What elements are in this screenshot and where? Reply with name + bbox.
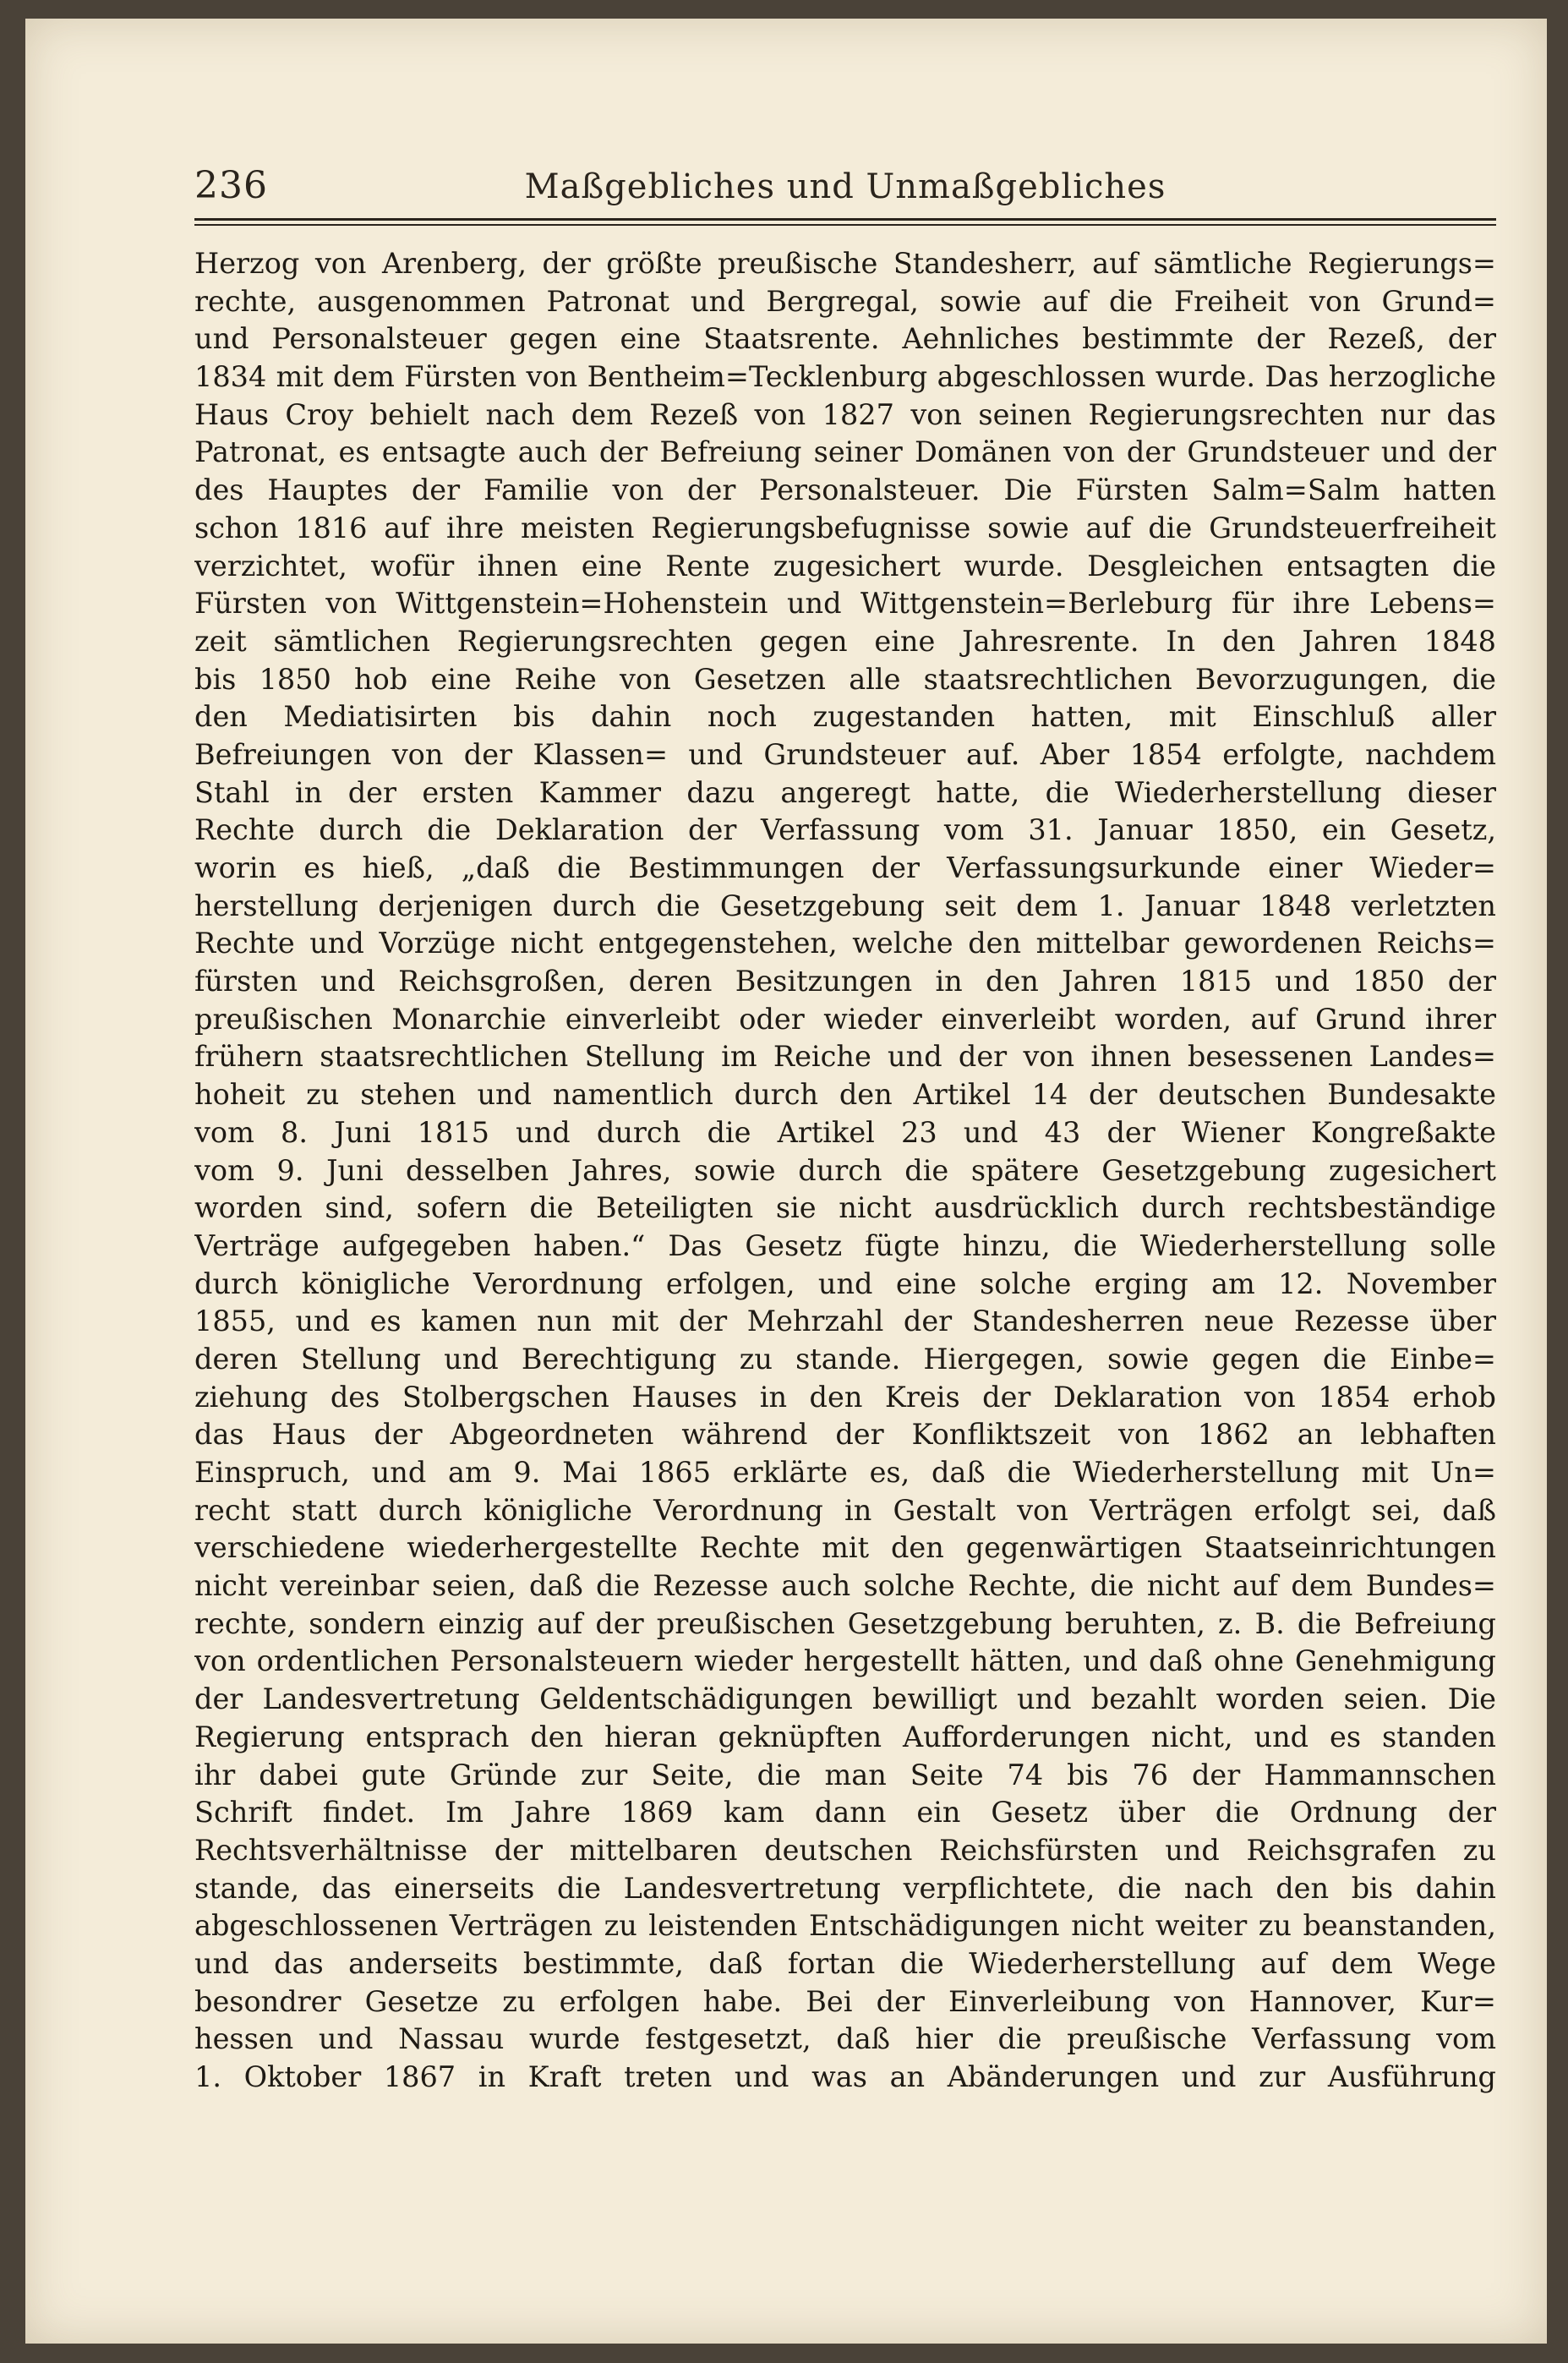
text-line: Rechte durch die Deklaration der Verfassung vom 31. Januar 1850, ein Gesetz, <box>194 813 1496 847</box>
book-page <box>25 19 1547 2344</box>
text-line: hessen und Nassau wurde festgesetzt, daß hier die preußische Verfassung vom <box>194 2022 1496 2056</box>
text-line: Fürsten von Wittgenstein=Hohenstein und Wittgenstein=Berleburg für ihre Lebens= <box>194 587 1496 621</box>
text-line: worin es hieß, „daß die Bestimmungen der Verfassungsurkunde einer Wieder= <box>194 851 1496 884</box>
text-line: schon 1816 auf ihre meisten Regierungsbefugnisse sowie auf die Grundsteuerfreiheit <box>194 511 1496 544</box>
text-line: Regierung entsprach den hieran geknüpften Aufforderungen nicht, und es standen <box>194 1720 1496 1753</box>
header-rule <box>194 218 1496 221</box>
text-line: Stahl in der ersten Kammer dazu angeregt hatte, die Wiederherstellung dieser <box>194 775 1496 809</box>
text-line: recht statt durch königliche Verordnung in Gestalt von Verträgen erfolgt sei, daß <box>194 1493 1496 1527</box>
text-line: der Landesvertretung Geldentschädigungen bewilligt und bezahlt worden seien. Die <box>194 1682 1496 1716</box>
text-line: fürsten und Reichsgroßen, deren Besitzungen in den Jahren 1815 und 1850 der <box>194 965 1496 998</box>
text-line: 1855, und es kamen nun mit der Mehrzahl der Standesherren neue Rezesse über <box>194 1305 1496 1338</box>
text-line: das Haus der Abgeordneten während der Konfliktszeit von 1862 an lebhaften <box>194 1418 1496 1452</box>
text-line: Schrift findet. Im Jahre 1869 kam dann ein Gesetz über die Ordnung der <box>194 1796 1496 1830</box>
running-title: Maßgebliches und Unmaßgebliches <box>524 167 1166 206</box>
text-line: zeit sämtlichen Regierungsrechten gegen eine Jahresrente. In den Jahren 1848 <box>194 624 1496 658</box>
text-line: durch königliche Verordnung erfolgen, und eine solche erging am 12. November <box>194 1266 1496 1300</box>
text-line: und Personalsteuer gegen eine Staatsrente. Aehnliches bestimmte der Rezeß, der <box>194 322 1496 356</box>
text-line: von ordentlichen Personalsteuern wieder hergestellt hätten, und daß ohne Genehmigung <box>194 1644 1496 1678</box>
text-line: deren Stellung und Berechtigung zu stande. Hiergegen, sowie gegen die Einbe= <box>194 1342 1496 1376</box>
text-line: Patronat, es entsagte auch der Befreiung seiner Domänen von der Grundsteuer und der <box>194 435 1496 469</box>
text-line: herstellung derjenigen durch die Gesetzgebung seit dem 1. Januar 1848 verletzten <box>194 889 1496 922</box>
text-line: des Hauptes der Familie von der Personalsteuer. Die Fürsten Salm=Salm hatten <box>194 473 1496 507</box>
header-rule-secondary <box>194 224 1496 226</box>
text-line: vom 9. Juni desselben Jahres, sowie durch die spätere Gesetzgebung zugesichert <box>194 1153 1496 1187</box>
page-header <box>194 162 1496 213</box>
text-line: worden sind, sofern die Beteiligten sie nicht ausdrücklich durch rechtsbeständige <box>194 1191 1496 1225</box>
text-line: Rechtsverhältnisse der mittelbaren deutschen Reichsfürsten und Reichsgrafen zu <box>194 1833 1496 1867</box>
text-line: preußischen Monarchie einverleibt oder wieder einverleibt worden, auf Grund ihrer <box>194 1002 1496 1036</box>
page-number: 236 <box>194 164 268 207</box>
text-line: ziehung des Stolbergschen Hauses in den Kreis der Deklaration von 1854 erhob <box>194 1380 1496 1414</box>
text-line: ihr dabei gute Gründe zur Seite, die man Seite 74 bis 76 der Hammannschen <box>194 1758 1496 1791</box>
text-line: Haus Croy behielt nach dem Rezeß von 1827 von seinen Regierungsrechten nur das <box>194 397 1496 431</box>
text-line: rechte, ausgenommen Patronat und Bergregal, sowie auf die Freiheit von Grund= <box>194 284 1496 318</box>
text-line: vom 8. Juni 1815 und durch die Artikel 23 und 43 der Wiener Kongreßakte <box>194 1115 1496 1149</box>
text-line: 1834 mit dem Fürsten von Bentheim=Tecklenburg abgeschlossen wurde. Das herzogliche <box>194 360 1496 394</box>
text-line: besondrer Gesetze zu erfolgen habe. Bei der Einverleibung von Hannover, Kur= <box>194 1984 1496 2018</box>
text-line: abgeschlossenen Verträgen zu leistenden Entschädigungen nicht weiter zu beanstanden, <box>194 1909 1496 1943</box>
text-line: Verträge aufgegeben haben.“ Das Gesetz fügte hinzu, die Wiederherstellung solle <box>194 1228 1496 1262</box>
text-line: Befreiungen von der Klassen= und Grundsteuer auf. Aber 1854 erfolgte, nachdem <box>194 737 1496 771</box>
text-line: 1. Oktober 1867 in Kraft treten und was an Abänderungen und zur Ausführung <box>194 2060 1496 2093</box>
text-line: Einspruch, und am 9. Mai 1865 erklärte es, daß die Wiederherstellung mit Un= <box>194 1456 1496 1489</box>
text-line: verzichtet, wofür ihnen eine Rente zugesichert wurde. Desgleichen entsagten die <box>194 549 1496 583</box>
text-line: hoheit zu stehen und namentlich durch den Artikel 14 der deutschen Bundesakte <box>194 1078 1496 1112</box>
text-line: stande, das einerseits die Landesvertretung verpflichtete, die nach den bis dahin <box>194 1871 1496 1905</box>
text-line: rechte, sondern einzig auf der preußischen Gesetzgebung beruhten, z. B. die Befreiung <box>194 1606 1496 1640</box>
text-line: verschiedene wiederhergestellte Rechte mit den gegenwärtigen Staatseinrichtungen <box>194 1531 1496 1565</box>
text-line: frühern staatsrechtlichen Stellung im Reiche und der von ihnen besessenen Landes= <box>194 1040 1496 1074</box>
text-line: den Mediatisirten bis dahin noch zugestanden hatten, mit Einschluß aller <box>194 700 1496 734</box>
text-line: nicht vereinbar seien, daß die Rezesse auch solche Rechte, die nicht auf dem Bundes= <box>194 1569 1496 1603</box>
text-line: Rechte und Vorzüge nicht entgegenstehen, welche den mittelbar gewordenen Reichs= <box>194 927 1496 960</box>
text-line: Herzog von Arenberg, der größte preußische Standesherr, auf sämtliche Regierungs= <box>194 247 1496 280</box>
text-line: und das anderseits bestimmte, daß fortan die Wiederherstellung auf dem Wege <box>194 1946 1496 1980</box>
body-text <box>194 245 1496 2097</box>
text-line: bis 1850 hob eine Reihe von Gesetzen alle staatsrechtlichen Bevorzugungen, die <box>194 662 1496 696</box>
